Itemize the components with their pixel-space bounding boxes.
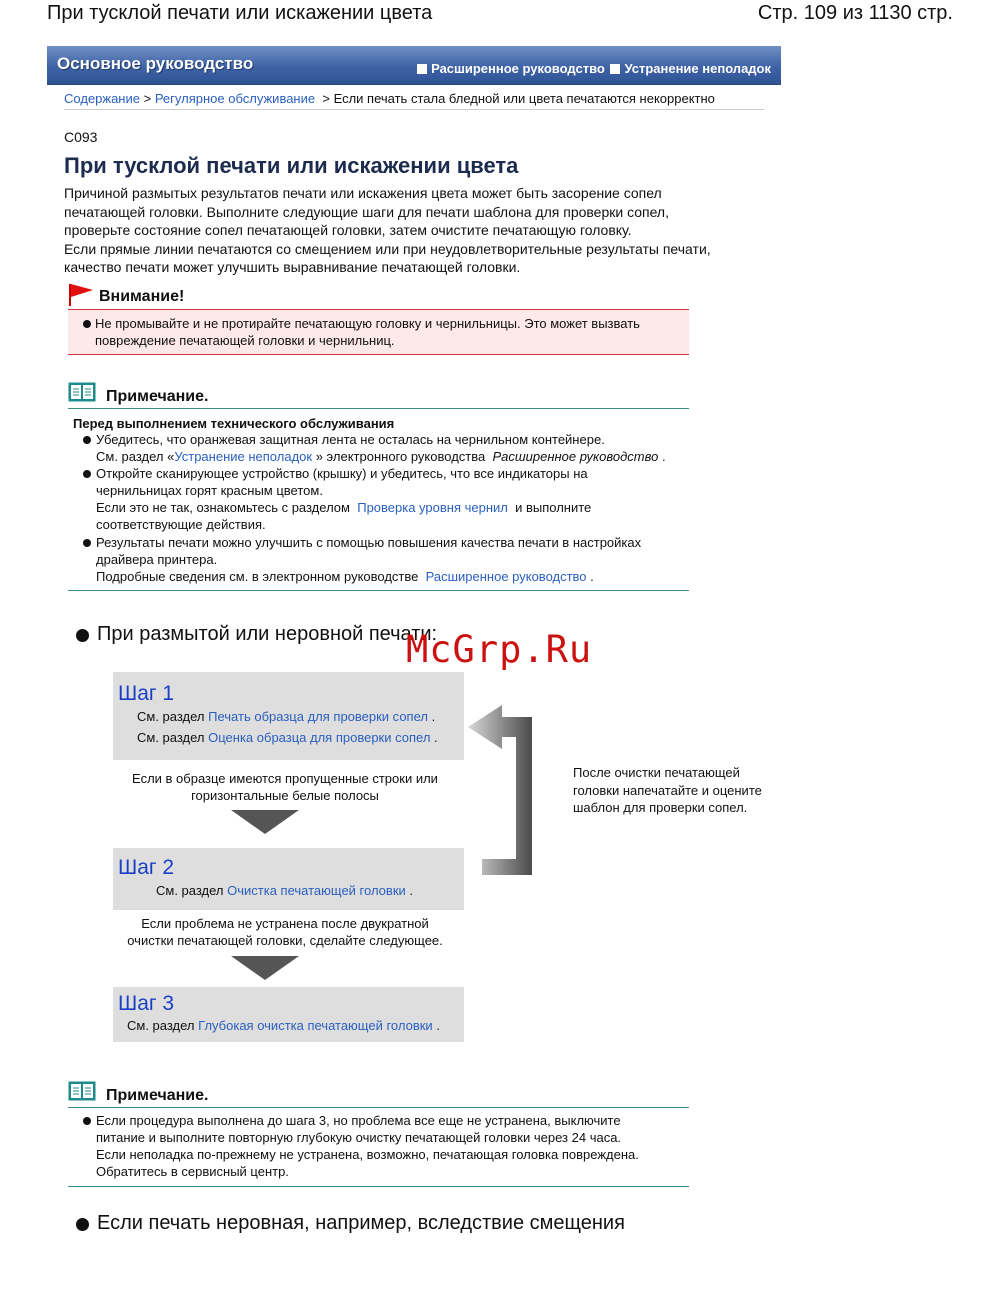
note-line: питание и выполните повторную глубокую очистку печатающей головки через 24 часа.: [96, 1130, 622, 1145]
note-item: [96, 431, 686, 465]
note-line: чернильницах горят красным цветом.: [96, 483, 323, 498]
section-heading: При размытой или неровной печати:: [97, 623, 438, 645]
navbar-links: [417, 61, 771, 76]
page-counter: Стр. 109 из 1130 стр.: [757, 2, 953, 24]
flow-condition: [113, 915, 457, 949]
intro-line: Причиной размытых результатов печати или искажения цвета может быть засорение сопел: [64, 185, 662, 201]
bullet-dot-icon: [83, 470, 91, 478]
step-line: См. раздел Глубокая очистка печатающей головки .: [127, 1018, 440, 1033]
breadcrumb-contents-link[interactable]: Содержание: [64, 91, 140, 106]
breadcrumb-separator: >: [322, 91, 330, 106]
side-note-line: головки напечатайте и оцените: [573, 782, 762, 798]
note-line: Если процедура выполнена до шага 3, но проблема все еще не устранена, выключите: [96, 1113, 621, 1128]
side-note-line: После очистки печатающей: [573, 765, 740, 780]
note-title: Примечание.: [106, 388, 209, 405]
bullet-dot-icon: [76, 1218, 89, 1231]
open-book-icon: [68, 382, 96, 402]
flow-condition: [113, 770, 457, 804]
open-book-icon: [68, 1081, 96, 1101]
doc-code: C093: [64, 129, 98, 145]
nozzle-check-print-link[interactable]: Печать образца для проверки сопел: [208, 709, 428, 724]
side-note-line: шаблон для проверки сопел.: [573, 800, 748, 815]
bullet-dot-icon: [83, 436, 91, 444]
manual-navbar: [47, 46, 781, 85]
breadcrumb-current: Если печать стала бледной или цвета печатаются некорректно: [333, 91, 715, 106]
flow-condition-line: Если проблема не устранена после двукратной: [141, 916, 429, 931]
deep-cleaning-link[interactable]: Глубокая очистка печатающей головки: [198, 1018, 433, 1033]
intro-line: качество печати может улучшить выравнивание печатающей головки.: [64, 259, 521, 275]
section-heading: Если печать неровная, например, вследствие смещения: [97, 1212, 625, 1234]
loop-back-arrow-icon: [466, 705, 536, 877]
note-item: [96, 465, 686, 533]
advanced-guide-inline-link[interactable]: Расширенное руководство: [425, 569, 587, 584]
bullet-dot-icon: [83, 539, 91, 547]
bullet-dot-icon: [76, 629, 89, 642]
intro-line: печатающей головки. Выполните следующие шаги для печати шаблона для проверки сопел,: [64, 203, 669, 220]
head-cleaning-link[interactable]: Очистка печатающей головки: [227, 883, 406, 898]
square-icon: [610, 64, 620, 74]
caution-text: [95, 315, 685, 349]
note-subtitle: Перед выполнением технического обслуживания: [73, 416, 395, 431]
nozzle-check-examine-link[interactable]: Оценка образца для проверки сопел: [208, 730, 431, 745]
step-title: Шаг 2: [118, 856, 175, 879]
step-title: Шаг 1: [118, 682, 175, 705]
note-line: Откройте сканирующее устройство (крышку) и убедитесь, что все индикаторы на: [96, 466, 588, 481]
caution-line: Не промывайте и не протирайте печатающую головку и чернильницы. Это может вызвать: [95, 316, 640, 331]
down-arrow-icon: [231, 810, 299, 834]
intro-paragraph: [64, 184, 764, 277]
note-item: [96, 534, 686, 585]
note-line: Если неполадка по-прежнему не устранена, возможно, печатающая головка повреждена.: [96, 1147, 639, 1162]
flow-side-note: [573, 764, 783, 817]
note-line: Убедитесь, что оранжевая защитная лента не осталась на чернильном контейнере.: [96, 432, 605, 447]
flow-condition-line: горизонтальные белые полосы: [191, 788, 379, 803]
step-line: См. раздел Оценка образца для проверки сопел .: [137, 730, 438, 745]
troubleshooting-link[interactable]: Устранение неполадок: [624, 61, 771, 76]
bullet-dot-icon: [83, 1117, 91, 1125]
breadcrumb-separator: >: [143, 91, 152, 106]
watermark: McGrp.Ru: [406, 628, 593, 671]
note-line: Если это не так, ознакомьтесь с разделом Проверка уровня чернил и выполните: [96, 500, 592, 515]
breadcrumb-maintenance-link[interactable]: Регулярное обслуживание: [154, 91, 316, 106]
advanced-guide-link[interactable]: Расширенное руководство: [431, 61, 605, 76]
caution-title: Внимание!: [99, 288, 185, 305]
troubleshooting-inline-link[interactable]: Устранение неполадок: [174, 449, 313, 464]
caution-line: повреждение печатающей головки и чернильниц.: [95, 333, 395, 348]
note-line: Результаты печати можно улучшить с помощью повышения качества печати в настройках: [96, 535, 642, 550]
note-header: [68, 1081, 689, 1108]
caution-box: [68, 309, 689, 355]
note-line: См. раздел «Устранение неполадок » электронного руководства Расширенное руководство .: [96, 449, 666, 464]
page-title: При тусклой печати или искажении цвета: [47, 2, 433, 24]
note-line: соответствующие действия.: [96, 517, 266, 532]
note-header: [68, 382, 689, 409]
step-3-box: [113, 987, 464, 1042]
intro-line: проверьте состояние сопел печатающей головки, затем очистите печатающую головку.: [64, 222, 632, 238]
note-line: драйвера принтера.: [96, 552, 218, 567]
down-arrow-icon: [231, 956, 299, 980]
breadcrumb: [64, 91, 764, 110]
bullet-dot-icon: [83, 320, 91, 328]
note-item: [96, 1112, 686, 1180]
note-body: [68, 1110, 689, 1187]
flow-condition-line: очистки печатающей головки, сделайте следующее.: [127, 933, 443, 948]
intro-line: Если прямые линии печатаются со смещением или при неудовлетворительные результаты печати,: [64, 240, 711, 257]
step-title: Шаг 3: [118, 992, 175, 1015]
step-line: См. раздел Печать образца для проверки сопел .: [137, 709, 436, 724]
step-2-box: [113, 848, 464, 910]
square-icon: [417, 64, 427, 74]
note-body: [68, 412, 689, 591]
flow-condition-line: Если в образце имеются пропущенные строки или: [132, 771, 438, 786]
note-line: Обратитесь в сервисный центр.: [96, 1164, 289, 1179]
doc-heading: При тусклой печати или искажении цвета: [64, 153, 519, 178]
step-line: См. раздел Очистка печатающей головки .: [156, 883, 414, 898]
step-1-box: [113, 672, 464, 760]
note-line: Подробные сведения см. в электронном руководстве Расширенное руководство .: [96, 569, 594, 584]
navbar-brand[interactable]: Основное руководство: [57, 54, 254, 73]
red-flag-icon: [68, 283, 94, 307]
note-title: Примечание.: [106, 1087, 209, 1104]
ink-level-link[interactable]: Проверка уровня чернил: [357, 500, 508, 515]
